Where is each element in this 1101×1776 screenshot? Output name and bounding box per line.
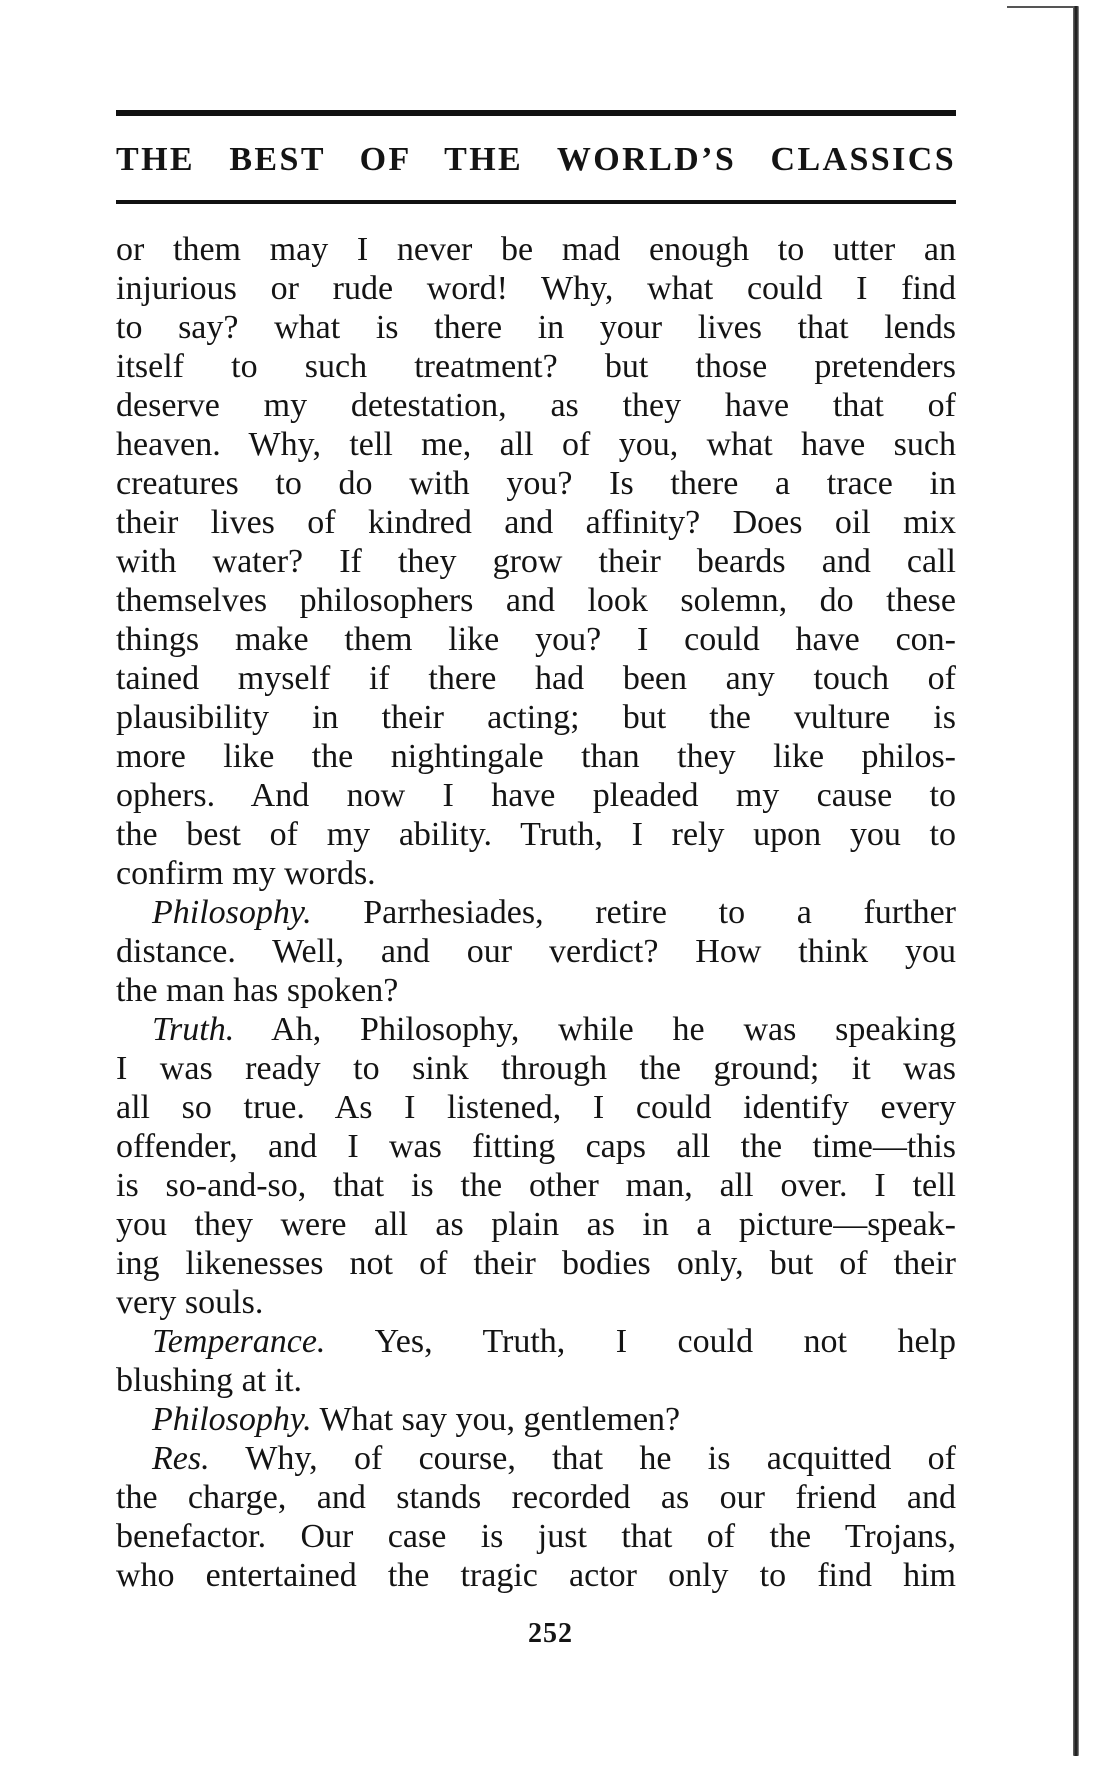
text-line <box>116 269 956 308</box>
line-text: offender, and I was fitting caps all the time—this <box>116 1128 956 1165</box>
line-text: who entertained the tragic actor only to find him <box>116 1557 956 1594</box>
running-head: THE BEST OF THE WORLD’S CLASSICS <box>116 141 956 178</box>
text-line <box>116 1166 956 1205</box>
text-line <box>116 230 956 269</box>
text-line <box>116 425 956 464</box>
text-line <box>116 1478 956 1517</box>
speaker-name: Truth. <box>152 1011 235 1048</box>
text-line <box>116 581 956 620</box>
text-line <box>116 971 956 1010</box>
line-text: blushing at it. <box>116 1362 303 1399</box>
line-text: deserve my detestation, as they have that of <box>116 387 956 424</box>
line-text: creatures to do with you? Is there a trace in <box>116 465 956 502</box>
page-number: 252 <box>528 1618 573 1649</box>
line-text: tained myself if there had been any touch of <box>116 660 956 697</box>
header-rule-bottom <box>116 200 956 204</box>
text-line <box>116 1088 956 1127</box>
line-text: to say? what is there in your lives that lends <box>116 309 956 346</box>
text-line <box>116 1127 956 1166</box>
text-line <box>116 1556 956 1595</box>
line-text: or them may I never be mad enough to utter an <box>116 231 956 268</box>
line-text: all so true. As I listened, I could identify every <box>116 1089 956 1126</box>
line-text: you they were all as plain as in a picture—speak- <box>116 1206 956 1243</box>
speaker-name: Temperance. <box>152 1323 326 1360</box>
text-line <box>116 1439 956 1478</box>
text-line <box>116 932 956 971</box>
line-text: very souls. <box>116 1284 264 1321</box>
text-line <box>116 776 956 815</box>
line-text: What say you, gentlemen? <box>311 1401 681 1438</box>
line-text: injurious or rude word! Why, what could I find <box>116 270 956 307</box>
line-text: Yes, Truth, I could not help <box>325 1323 956 1360</box>
line-text: Why, of course, that he is acquitted of <box>209 1440 956 1477</box>
text-line <box>116 854 956 893</box>
speaker-name: Philosophy. <box>152 1401 312 1438</box>
text-line <box>116 1283 956 1322</box>
text-line <box>116 1322 956 1361</box>
binding-edge-mark <box>1007 6 1077 8</box>
text-line <box>116 1244 956 1283</box>
line-text: benefactor. Our case is just that of the Trojans, <box>116 1518 956 1555</box>
line-text: ophers. And now I have pleaded my cause to <box>116 777 956 814</box>
line-text: the man has spoken? <box>116 972 399 1009</box>
book-binding-edge <box>1073 6 1079 1756</box>
line-text: with water? If they grow their beards and call <box>116 543 956 580</box>
text-line <box>116 503 956 542</box>
text-line <box>116 659 956 698</box>
line-text: confirm my words. <box>116 855 376 892</box>
text-line <box>116 893 956 932</box>
line-text: distance. Well, and our verdict? How think you <box>116 933 956 970</box>
text-line <box>116 1049 956 1088</box>
text-line <box>116 1010 956 1049</box>
line-text: I was ready to sink through the ground; it was <box>116 1050 956 1087</box>
text-line <box>116 1400 956 1439</box>
line-text: things make them like you? I could have con- <box>116 621 956 658</box>
line-text: Parrhesiades, retire to a further <box>311 894 956 931</box>
line-text: the best of my ability. Truth, I rely upon you to <box>116 816 956 853</box>
text-line <box>116 464 956 503</box>
speaker-name: Philosophy. <box>152 894 312 931</box>
line-text: itself to such treatment? but those pretenders <box>116 348 956 385</box>
line-text: more like the nightingale than they like philos- <box>116 738 956 775</box>
line-text: heaven. Why, tell me, all of you, what have such <box>116 426 956 463</box>
text-line <box>116 620 956 659</box>
text-line <box>116 698 956 737</box>
line-text: their lives of kindred and affinity? Does oil mix <box>116 504 956 541</box>
text-line <box>116 1361 956 1400</box>
text-line <box>116 386 956 425</box>
header-rule-top <box>116 110 956 116</box>
text-line <box>116 815 956 854</box>
text-line <box>116 308 956 347</box>
body-text <box>116 230 956 1595</box>
text-line <box>116 347 956 386</box>
line-text: themselves philosophers and look solemn, do these <box>116 582 956 619</box>
line-text: Ah, Philosophy, while he was speaking <box>234 1011 956 1048</box>
line-text: is so-and-so, that is the other man, all over. I tell <box>116 1167 956 1204</box>
text-line <box>116 1517 956 1556</box>
text-line <box>116 1205 956 1244</box>
text-line <box>116 542 956 581</box>
speaker-name: Res. <box>152 1440 210 1477</box>
text-line <box>116 737 956 776</box>
line-text: the charge, and stands recorded as our friend and <box>116 1479 956 1516</box>
line-text: ing likenesses not of their bodies only, but of their <box>116 1245 956 1282</box>
line-text: plausibility in their acting; but the vulture is <box>116 699 956 736</box>
